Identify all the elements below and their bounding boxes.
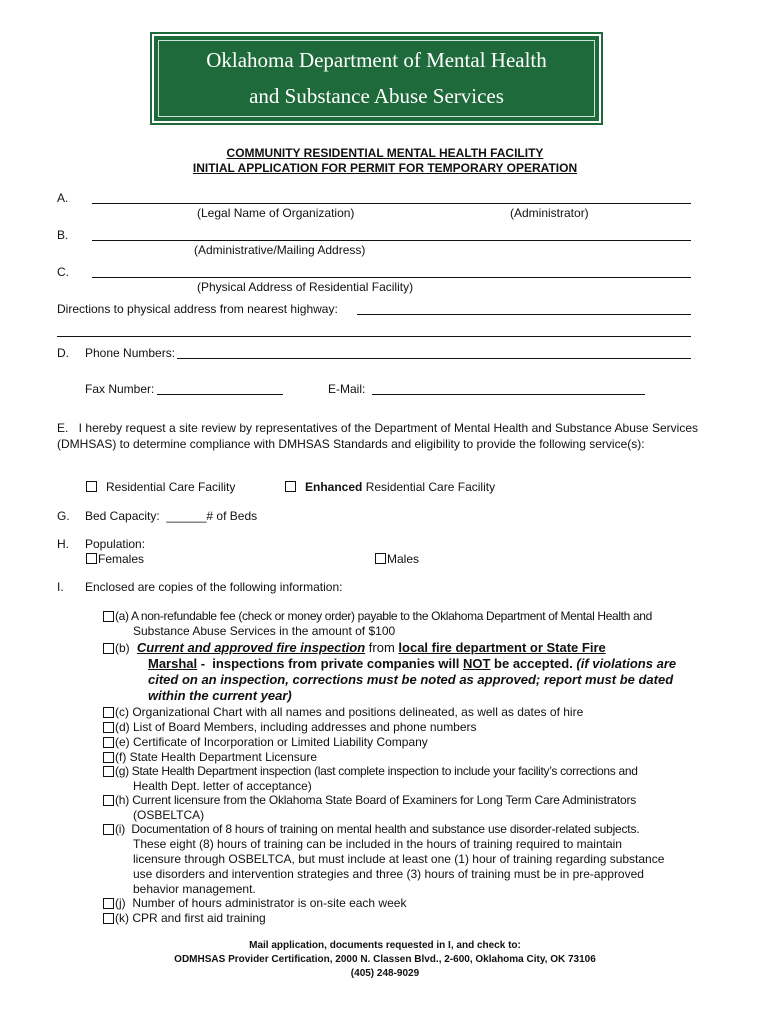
item-c-checkbox[interactable] xyxy=(103,707,114,718)
males-checkbox[interactable] xyxy=(375,553,386,564)
section-h-letter: H. xyxy=(57,537,69,551)
item-b-line-4 xyxy=(148,688,292,704)
administrator-caption: (Administrator) xyxy=(510,206,589,220)
item-g-line-2: Health Dept. letter of acceptance) xyxy=(133,779,312,793)
physical-address-caption: (Physical Address of Residential Facility) xyxy=(197,280,414,294)
item-b-line-3 xyxy=(148,672,673,688)
agency-logo xyxy=(152,34,601,123)
form-title-line-1: COMMUNITY RESIDENTIAL MENTAL HEALTH FACILITY xyxy=(226,146,544,160)
item-i-line-3: licensure through OSBELTCA, but must include at least one (1) hour of training regarding substance xyxy=(133,852,665,866)
phone-field[interactable] xyxy=(177,358,691,359)
email-field[interactable] xyxy=(372,394,645,395)
item-b-not: NOT xyxy=(462,656,491,671)
item-d-text: (d) List of Board Members, including addresses and phone numbers xyxy=(115,720,477,734)
mailing-address-caption: (Administrative/Mailing Address) xyxy=(194,243,366,257)
item-c-text: (c) Organizational Chart with all names and positions delineated, as well as dates of hire xyxy=(115,705,584,719)
item-b-local: local fire department or State Fire xyxy=(398,640,606,655)
item-b-from: from xyxy=(365,640,399,655)
footer-mail-instructions: Mail application, documents requested in I, and check to: xyxy=(249,940,521,951)
item-a-line-2: Substance Abuse Services in the amount of $100 xyxy=(133,624,396,638)
item-b-checkbox[interactable] xyxy=(103,643,114,654)
form-title-line-2: INITIAL APPLICATION FOR PERMIT FOR TEMPORARY OPERATION xyxy=(192,161,578,175)
logo-line-2: and Substance Abuse Services xyxy=(249,84,504,108)
item-b-italic-1: (if violations are xyxy=(576,656,677,671)
item-e-text: (e) Certificate of Incorporation or Limited Liability Company xyxy=(115,735,428,749)
section-e-paragraph xyxy=(57,420,698,452)
bed-capacity-field[interactable]: Bed Capacity: ______# of Beds xyxy=(85,509,258,523)
item-i-line-5: behavior management. xyxy=(133,882,256,896)
item-h-line-2: (OSBELTCA) xyxy=(133,808,205,822)
item-e-checkbox[interactable] xyxy=(103,737,114,748)
item-b-marshal: Marshal xyxy=(148,656,198,671)
directions-field[interactable] xyxy=(357,314,691,315)
item-d-checkbox[interactable] xyxy=(103,722,114,733)
residential-care-label: Residential Care Facility xyxy=(106,480,236,494)
item-a-line-1: (a) A non-refundable fee (check or money order) payable to the Oklahoma Department of Mental Health and xyxy=(115,609,652,623)
enhanced-residential-label xyxy=(305,480,495,494)
enhanced-rest: Residential Care Facility xyxy=(362,480,496,494)
logo-line-1: Oklahoma Department of Mental Health xyxy=(206,48,547,72)
item-b-accepted: be accepted. xyxy=(490,656,577,671)
mailing-address-field[interactable] xyxy=(92,240,691,241)
legal-name-caption: (Legal Name of Organization) xyxy=(197,206,355,220)
item-h-line-1: (h) Current licensure from the Oklahoma State Board of Examiners for Long Term Care Administrators xyxy=(115,793,637,807)
phone-label: Phone Numbers: xyxy=(85,346,176,360)
item-b-line-2 xyxy=(148,656,676,672)
section-a-letter: A. xyxy=(57,191,69,205)
directions-field-line-2[interactable] xyxy=(57,336,691,337)
item-b-prefix: (b) xyxy=(115,641,130,655)
fax-field[interactable] xyxy=(157,394,283,395)
section-b-letter: B. xyxy=(57,228,69,242)
item-k-text: (k) CPR and first aid training xyxy=(115,911,266,925)
females-checkbox[interactable] xyxy=(86,553,97,564)
footer-phone: (405) 248-9029 xyxy=(350,968,420,979)
item-i-line-4: use disorders and intervention strategies and three (3) hours of training must be in pre-approved xyxy=(133,867,644,881)
residential-care-checkbox[interactable] xyxy=(86,481,97,492)
females-label: Females xyxy=(98,552,145,566)
section-i-letter: I. xyxy=(57,580,64,594)
item-f-text: (f) State Health Department Licensure xyxy=(115,750,318,764)
item-k-checkbox[interactable] xyxy=(103,913,114,924)
legal-name-field[interactable] xyxy=(92,203,691,204)
section-d-letter: D. xyxy=(57,346,69,360)
item-j-text: (j) Number of hours administrator is on-site each week xyxy=(115,896,407,910)
item-f-checkbox[interactable] xyxy=(103,752,114,763)
directions-label: Directions to physical address from nearest highway: xyxy=(57,302,338,316)
item-b-dash: - inspections from private companies will xyxy=(197,656,463,671)
item-i-line-2: These eight (8) hours of training can be included in the hours of training required to maintain xyxy=(133,837,622,851)
footer-address: ODMHSAS Provider Certification, 2000 N. Classen Blvd., 2-600, Oklahoma City, OK 73106 xyxy=(174,954,596,965)
section-e-letter: E. xyxy=(57,421,69,435)
item-b-italic-3: within the current year) xyxy=(148,688,292,703)
physical-address-field[interactable] xyxy=(92,277,691,278)
item-b-italic-2: cited on an inspection, corrections must be noted as approved; report must be dated xyxy=(148,672,674,687)
item-j-checkbox[interactable] xyxy=(103,898,114,909)
enhanced-bold: Enhanced xyxy=(305,480,363,494)
fax-label: Fax Number: xyxy=(85,382,155,396)
males-label: Males xyxy=(387,552,420,566)
section-e-text: I hereby request a site review by representatives of the Department of Mental Health and Substance Abuse Services (DMHSAS) to determine compliance with DMHSAS Standards and eligibility to provide the following service(s): xyxy=(57,421,699,451)
email-label: E-Mail: xyxy=(328,382,366,396)
section-g-letter: G. xyxy=(57,509,70,523)
enclosed-label: Enclosed are copies of the following information: xyxy=(85,580,343,594)
item-b-line-1 xyxy=(115,640,606,656)
item-g-checkbox[interactable] xyxy=(103,766,114,777)
item-h-checkbox[interactable] xyxy=(103,795,114,806)
item-g-line-1: (g) State Health Department inspection (last complete inspection to include your facility’s corrections and xyxy=(115,764,638,778)
item-b-current: Current and approved fire inspection xyxy=(136,640,366,655)
item-i-line-1: (i) Documentation of 8 hours of training on mental health and substance use disorder-related subjects. xyxy=(115,822,640,836)
item-a-checkbox[interactable] xyxy=(103,611,114,622)
population-label: Population: xyxy=(85,537,146,551)
section-c-letter: C. xyxy=(57,265,69,279)
enhanced-residential-checkbox[interactable] xyxy=(285,481,296,492)
item-i-checkbox[interactable] xyxy=(103,824,114,835)
